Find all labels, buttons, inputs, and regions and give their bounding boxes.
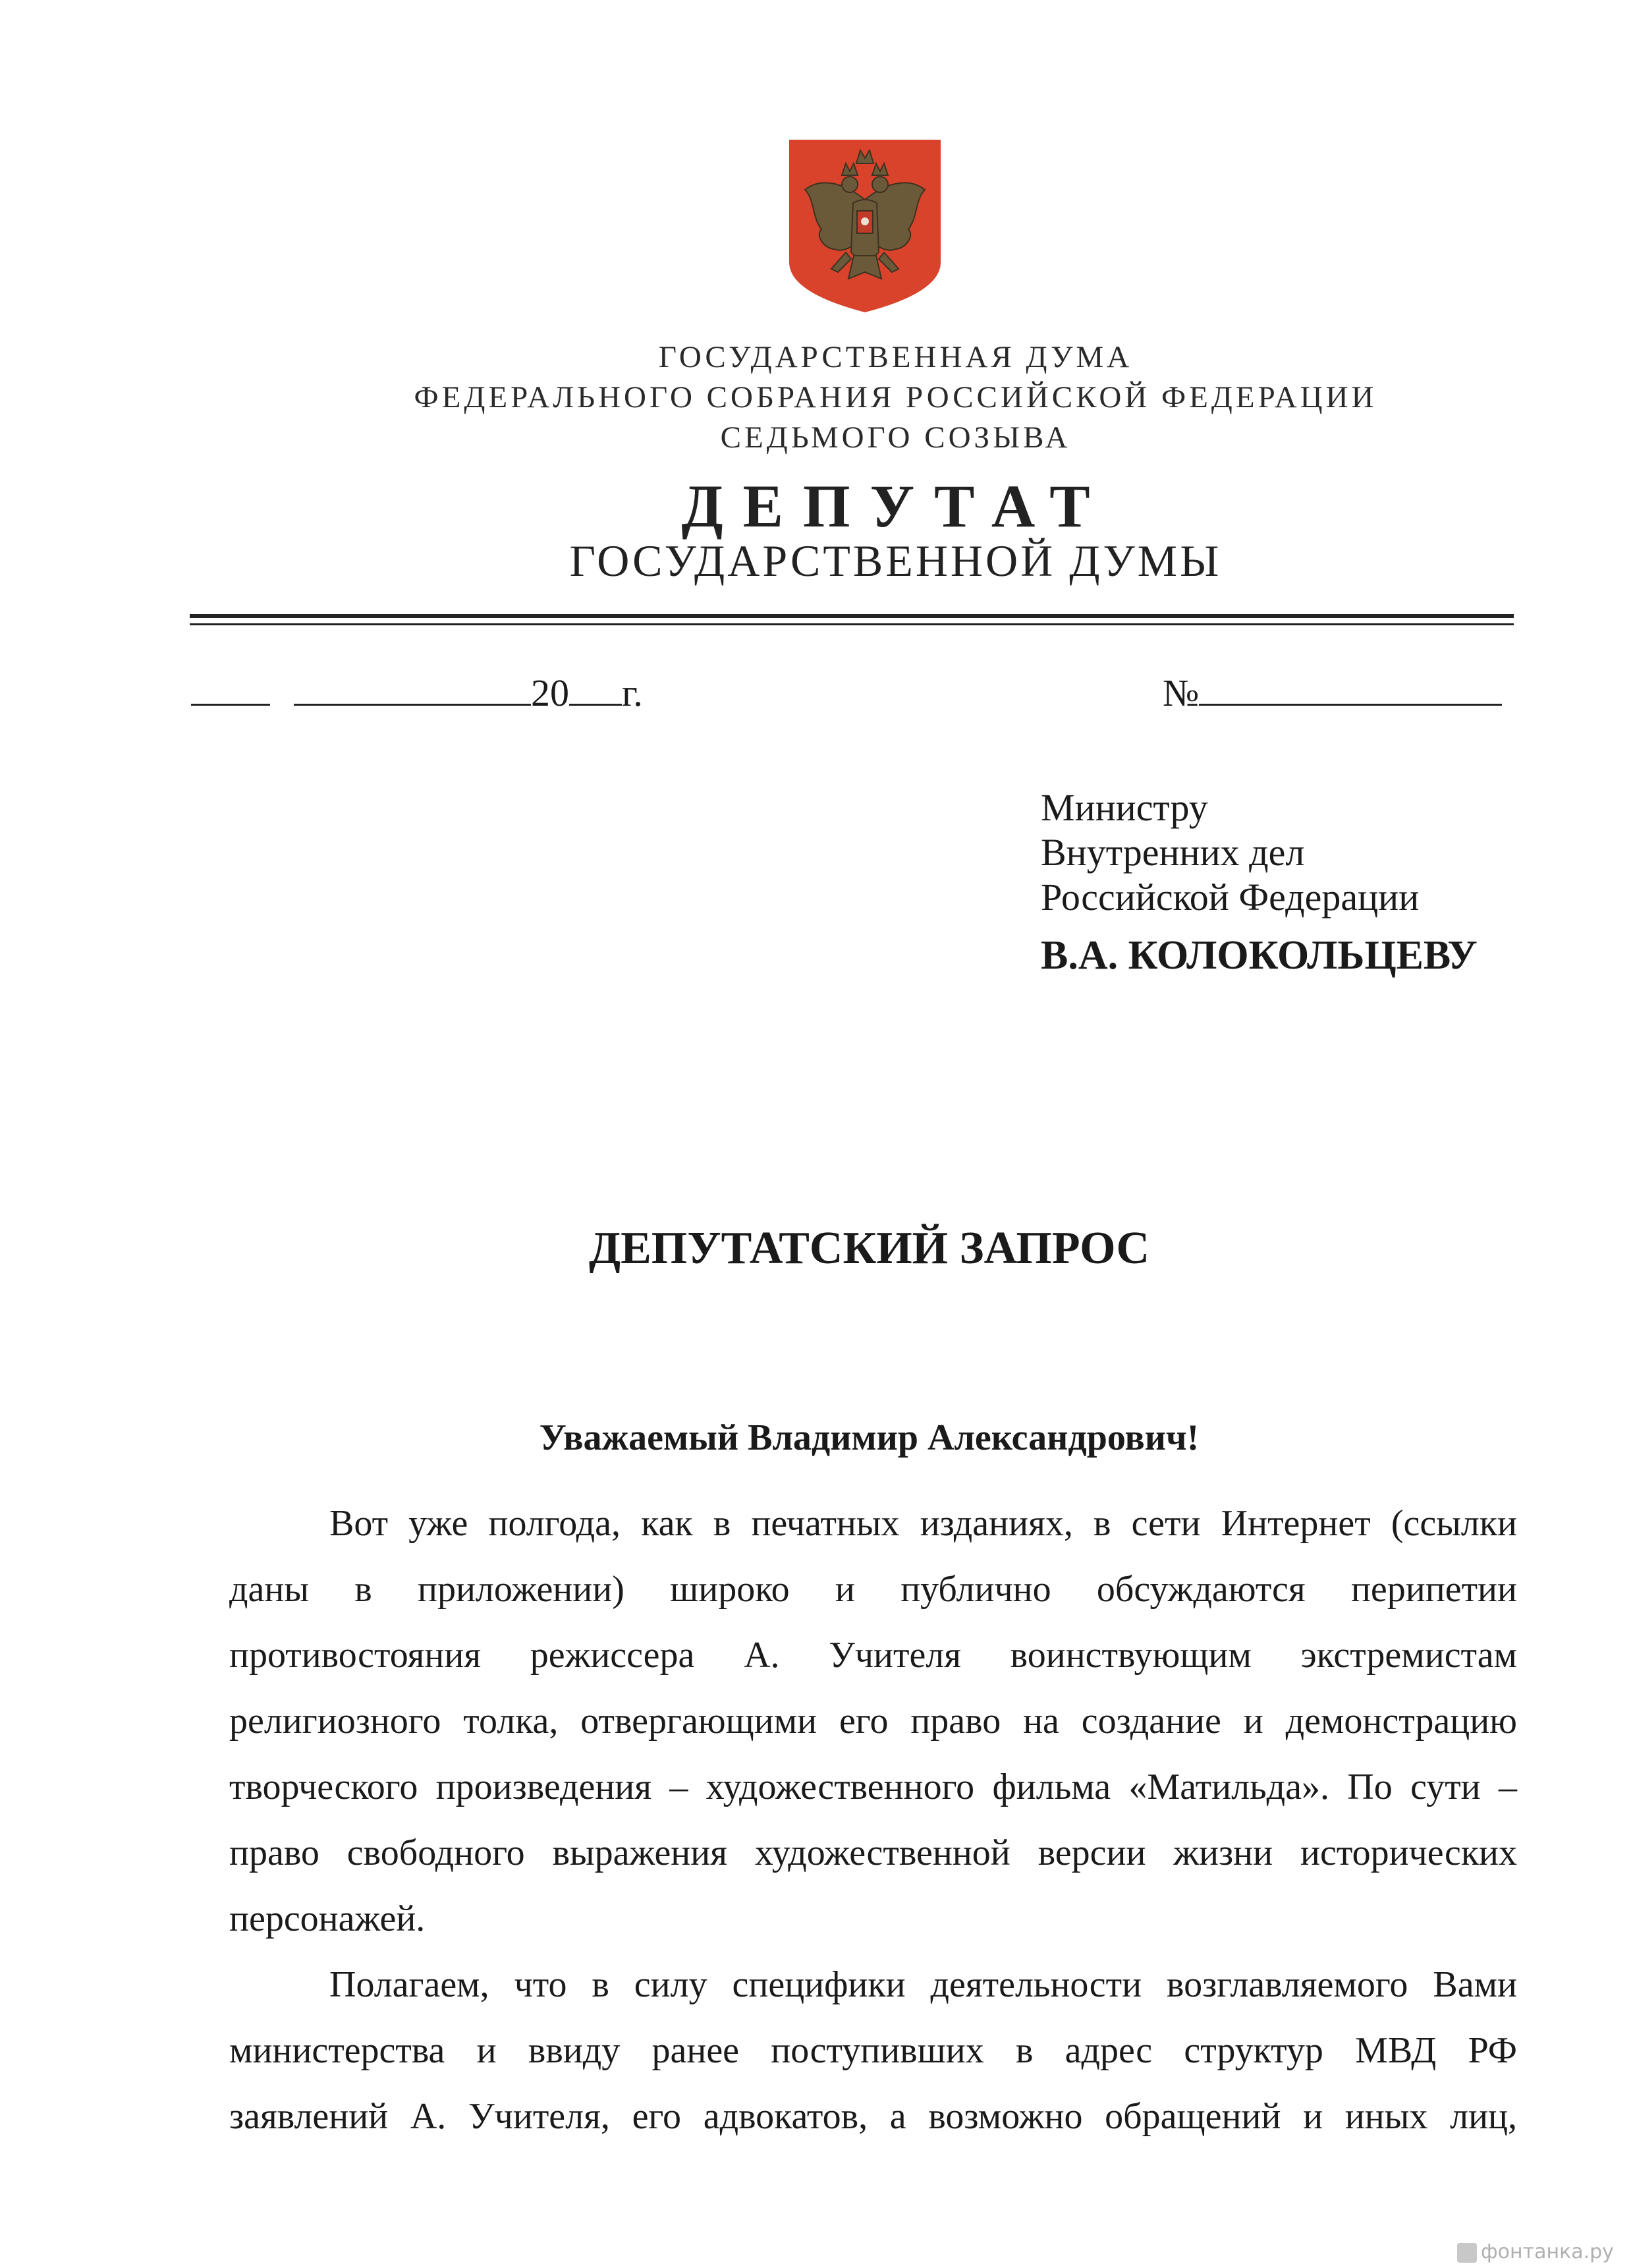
paragraph-2-line: министерства и ввиду ранее поступивших в адрес структур МВД РФ	[229, 2030, 1517, 2071]
paragraph-2-line: Полагаем, что в силу специфики деятельности возглавляемого Вами	[329, 1964, 1517, 2005]
number-line	[1163, 666, 1502, 715]
salutation: Уважаемый Владимир Александрович!	[539, 1417, 1200, 1458]
month-blank	[294, 666, 531, 706]
header-deputat: ДЕПУТАТ	[681, 472, 1110, 540]
addressee-name: В.А. КОЛОКОЛЬЦЕВУ	[1041, 933, 1478, 978]
number-blank	[1199, 666, 1502, 706]
year-blank	[569, 666, 622, 706]
paragraph-1-line: персонажей.	[229, 1898, 426, 1939]
paragraph-1-line: творческого произведения – художественного фильма «Матильда». По сути –	[229, 1767, 1517, 1807]
addressee-line-internal-affairs: Внутренних дел	[1041, 831, 1305, 874]
paragraph-1-line: право свободного выражения художественной версии жизни исторических	[229, 1832, 1517, 1873]
number-label: №	[1163, 671, 1200, 714]
day-blank	[191, 666, 270, 706]
paragraph-1	[229, 1490, 1517, 1952]
paragraph-2	[229, 1952, 1517, 2149]
document-title: ДЕПУТАТСКИЙ ЗАПРОС	[588, 1223, 1150, 1274]
date-line	[191, 666, 643, 712]
paragraph-1-line: Вот уже полгода, как в печатных изданиях, в сети Интернет (ссылки	[329, 1503, 1517, 1544]
year-prefix: 20	[531, 671, 569, 714]
header-line-state-duma: ГОСУДАРСТВЕННАЯ ДУМА	[658, 340, 1133, 374]
year-suffix: г.	[622, 671, 643, 714]
paragraph-1-line: даны в приложении) широко и публично обсуждаются перипетии	[229, 1569, 1517, 1610]
header-line-convocation: СЕДЬМОГО СОЗЫВА	[720, 420, 1071, 455]
header-rule-thin	[190, 623, 1514, 625]
addressee-line-minister: Министру	[1041, 786, 1208, 829]
header-line-federal-assembly: ФЕДЕРАЛЬНОГО СОБРАНИЯ РОССИЙСКОЙ ФЕДЕРАЦИИ	[414, 380, 1377, 414]
watermark-logo-icon	[1457, 2243, 1477, 2263]
paragraph-2-line: заявлений А. Учителя, его адвокатов, а возможно обращений и иных лиц,	[229, 2096, 1517, 2137]
header-rule-thick	[190, 614, 1514, 618]
addressee-line-russian-federation: Российской Федерации	[1041, 876, 1420, 919]
header-state-duma: ГОСУДАРСТВЕННОЙ ДУМЫ	[569, 536, 1222, 586]
paragraph-1-line: религиозного толка, отвергающими его право на создание и демонстрацию	[229, 1701, 1517, 1742]
paragraph-1-line: противостояния режиссера А. Учителя воинствующим экстремистам	[229, 1635, 1517, 1676]
watermark-text: фонтанка.ру	[1481, 2240, 1614, 2263]
coat-of-arms-emblem	[785, 137, 945, 315]
watermark	[1457, 2240, 1614, 2263]
